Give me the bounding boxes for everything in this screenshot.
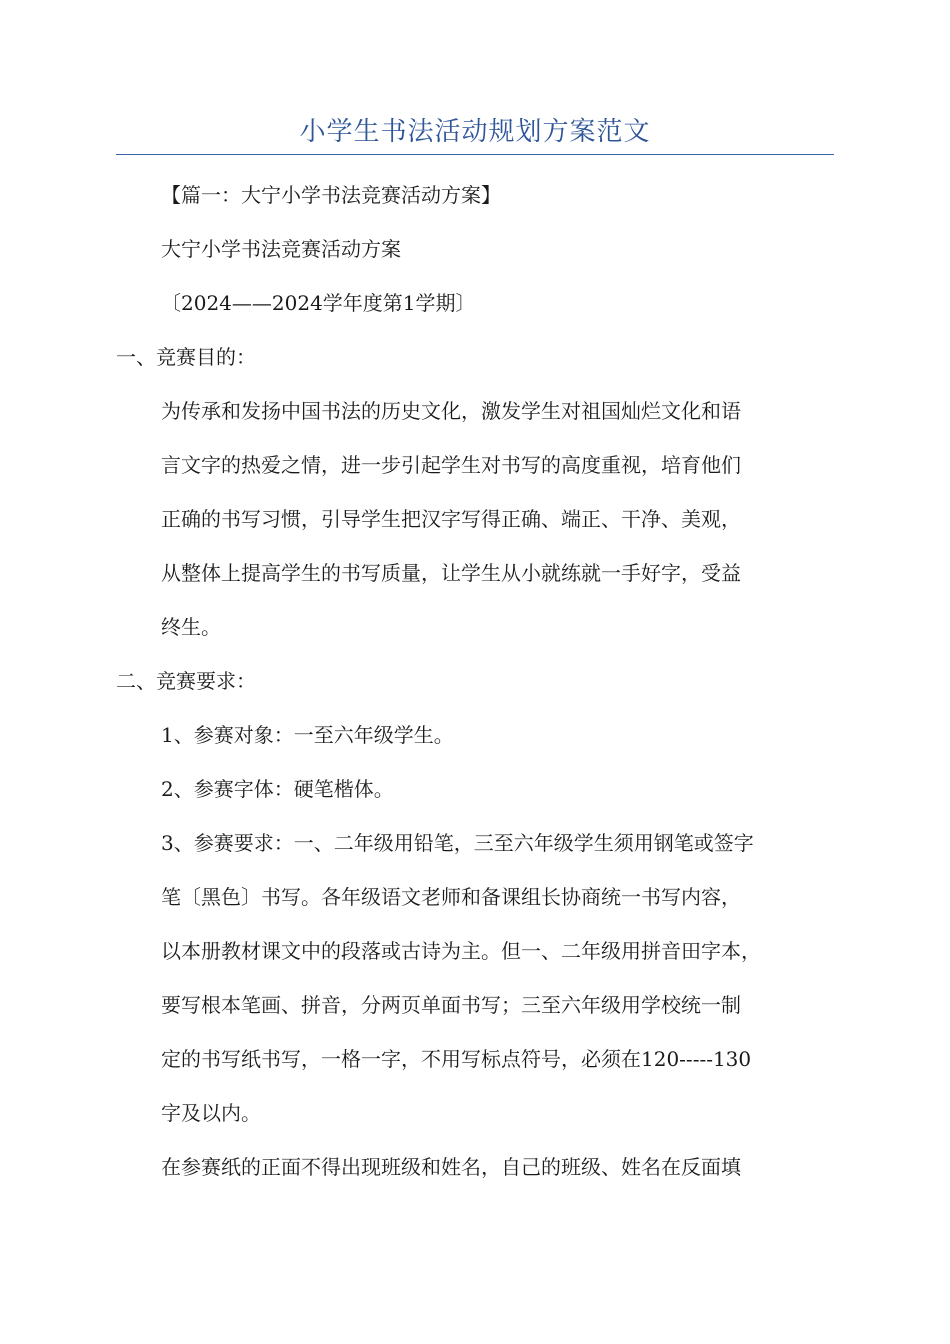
purpose-line: 为传承和发扬中国书法的历史文化，激发学生对祖国灿烂文化和语 — [161, 399, 741, 423]
title-underline — [116, 154, 834, 155]
section-header: 【篇一：大宁小学书法竞赛活动方案】 — [161, 183, 501, 207]
plan-subtitle: 大宁小学书法竞赛活动方案 — [161, 237, 401, 261]
requirements-heading: 二、竞赛要求： — [116, 669, 256, 693]
purpose-heading: 一、竞赛目的： — [116, 345, 256, 369]
purpose-line: 从整体上提高学生的书写质量，让学生从小就练就一手好字，受益 — [161, 561, 741, 585]
purpose-line: 言文字的热爱之情，进一步引起学生对书写的高度重视，培育他们 — [161, 453, 741, 477]
term-label: 〔2024——2024学年度第1学期〕 — [161, 291, 476, 315]
requirement-item-3-line: 字及以内。 — [161, 1101, 261, 1125]
requirement-item-3-line: 3、参赛要求：一、二年级用铅笔，三至六年级学生须用钢笔或签字 — [161, 831, 754, 855]
requirement-item-3-line: 定的书写纸书写，一格一字，不用写标点符号，必须在120-----130 — [161, 1047, 752, 1071]
document-title: 小学生书法活动规划方案范文 — [299, 117, 651, 147]
requirement-item-2: 2、参赛字体：硬笔楷体。 — [161, 777, 394, 801]
purpose-line: 终生。 — [161, 615, 221, 639]
requirement-item-1: 1、参赛对象：一至六年级学生。 — [161, 723, 454, 747]
requirement-item-3-line: 以本册教材课文中的段落或古诗为主。但一、二年级用拼音田字本， — [161, 939, 761, 963]
purpose-line: 正确的书写习惯，引导学生把汉字写得正确、端正、干净、美观， — [161, 507, 741, 531]
requirement-item-3-line: 要写根本笔画、拼音，分两页单面书写；三至六年级用学校统一制 — [161, 993, 741, 1017]
requirement-note-line: 在参赛纸的正面不得出现班级和姓名，自己的班级、姓名在反面填 — [161, 1155, 741, 1179]
requirement-item-3-line: 笔〔黑色〕书写。各年级语文老师和备课组长协商统一书写内容， — [161, 885, 741, 909]
